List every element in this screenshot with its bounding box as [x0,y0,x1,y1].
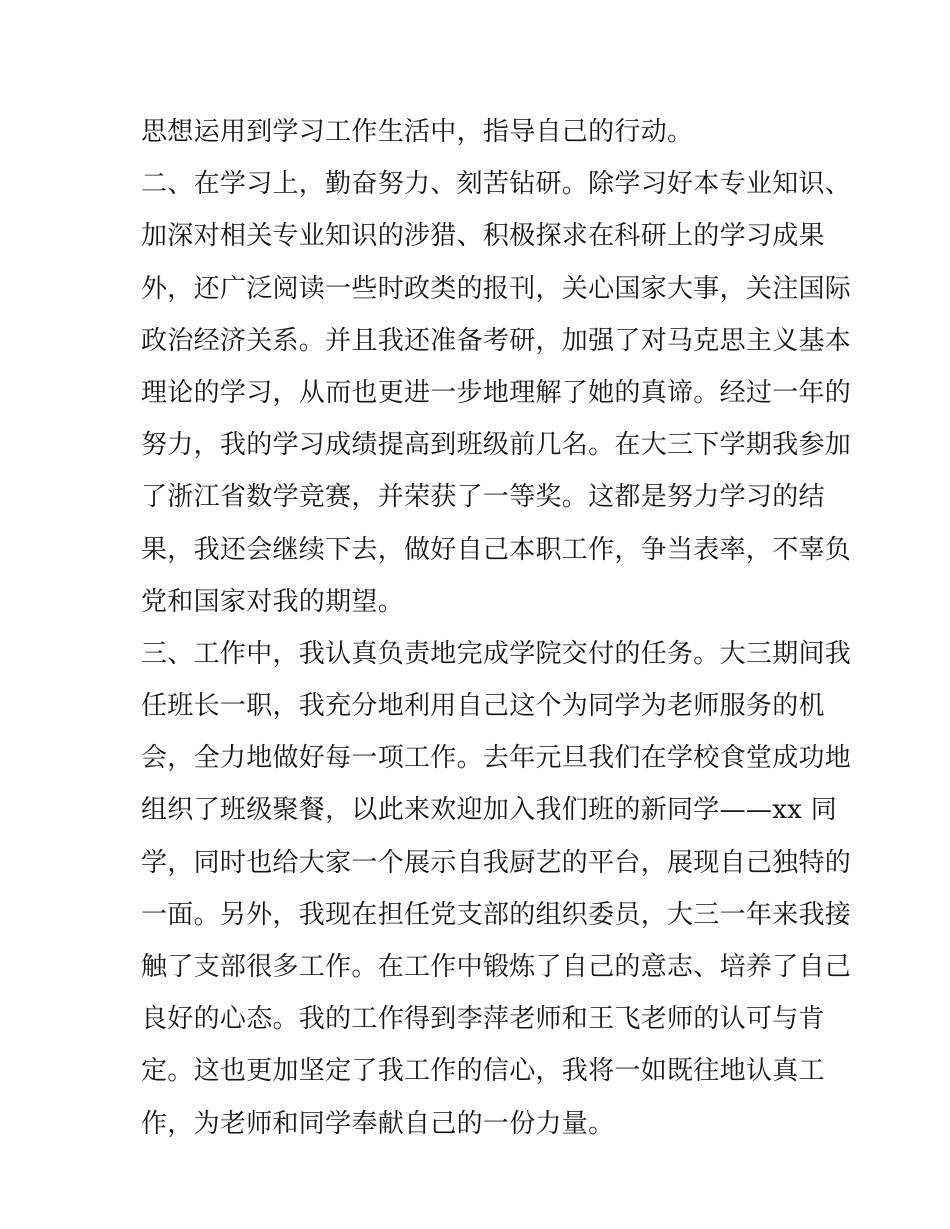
text-line: 会，全力地做好每一项工作。去年元旦我们在学校食堂成功地 [141,743,852,774]
text-line: 努力，我的学习成绩提高到班级前几名。在大三下学期我参加 [141,430,852,461]
text-line: 了浙江省数学竞赛，并荣获了一等奖。这都是努力学习的结 [141,482,825,513]
text-line: 良好的心态。我的工作得到李萍老师和王飞老师的认可与肯 [141,1004,825,1035]
text-line: 外，还广泛阅读一些时政类的报刊，关心国家大事，关注国际 [141,273,852,304]
text-line: 政治经济关系。并且我还准备考研，加强了对马克思主义基本 [141,325,852,356]
text-line: 学，同时也给大家一个展示自我厨艺的平台，展现自己独特的 [141,847,852,878]
text-line: 组织了班级聚餐，以此来欢迎加入我们班的新同学——xx 同 [141,795,837,826]
text-line: 作，为老师和同学奉献自己的一份力量。 [141,1108,615,1139]
text-line: 理论的学习，从而也更进一步地理解了她的真谛。经过一年的 [141,377,852,408]
text-line: 党和国家对我的期望。 [141,586,405,617]
text-line: 二、在学习上，勤奋努力、刻苦钻研。除学习好本专业知识、 [141,169,852,200]
text-line: 加深对相关专业知识的涉猎、积极探求在科研上的学习成果 [141,221,825,252]
text-line: 任班长一职，我充分地利用自己这个为同学为老师服务的机 [141,691,825,722]
text-line: 一面。另外，我现在担任党支部的组织委员，大三一年来我接 [141,899,852,930]
text-line: 思想运用到学习工作生活中，指导自己的行动。 [141,117,694,147]
text-line: 触了支部很多工作。在工作中锻炼了自己的意志、培养了自己 [141,952,852,982]
document-body [141,106,852,1150]
text-line: 定。这也更加坚定了我工作的信心，我将一如既往地认真工 [141,1056,825,1087]
text-line: 三、工作中，我认真负责地完成学院交付的任务。大三期间我 [141,638,852,669]
text-line: 果，我还会继续下去，做好自己本职工作，争当表率，不辜负 [141,534,852,565]
